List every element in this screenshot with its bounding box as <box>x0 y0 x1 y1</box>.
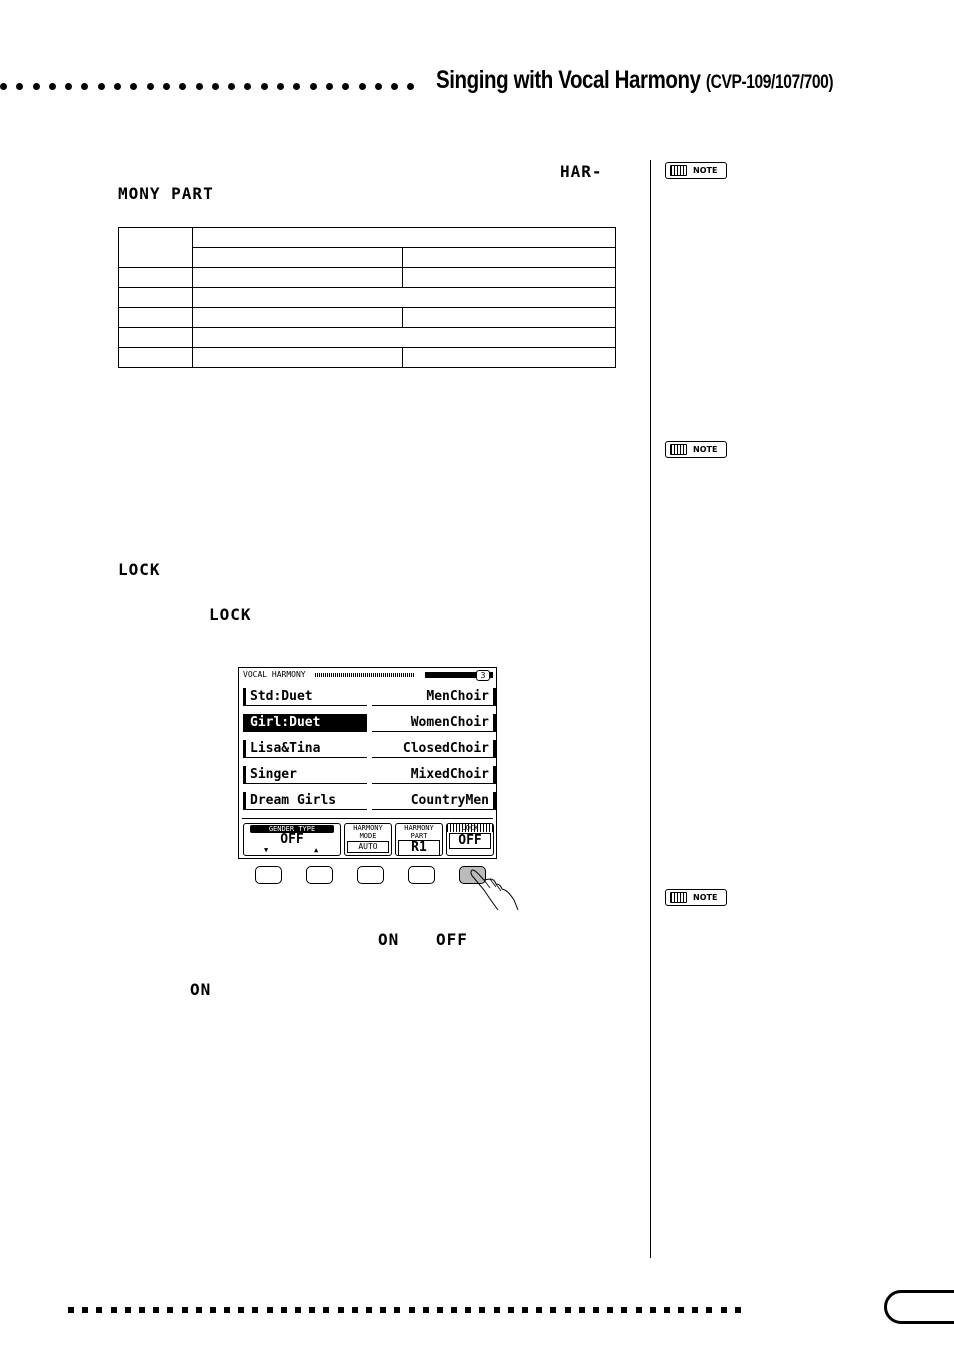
leader-dot <box>607 1307 613 1313</box>
lcd-voice-item[interactable]: MenChoir <box>372 688 496 706</box>
lcd-page-number: 3 <box>476 670 490 681</box>
keyword-lock-2: LOCK <box>209 605 252 624</box>
table-cell <box>193 288 616 308</box>
harmony-part-label-2: PART <box>410 832 428 840</box>
table-row <box>119 308 616 328</box>
leader-dot <box>366 1307 372 1313</box>
arrow-down-icon: ▼ <box>264 846 269 854</box>
table-cell <box>193 328 616 348</box>
panel-button-2[interactable] <box>306 866 333 884</box>
lcd-title-stripe <box>315 673 415 677</box>
leader-dot <box>49 83 56 90</box>
lock-label: LOCK <box>447 824 493 832</box>
leader-dot <box>375 83 382 90</box>
table-cell <box>119 308 193 328</box>
note-badge <box>665 162 727 179</box>
lcd-voice-item[interactable]: Dream Girls <box>243 792 367 810</box>
leader-dot <box>310 83 317 90</box>
gender-type-field <box>243 823 341 856</box>
table-cell <box>403 348 616 368</box>
note-keyboard-icon <box>670 444 687 455</box>
leader-dot <box>244 83 251 90</box>
page-title-model: (CVP-109/107/700) <box>705 72 834 93</box>
leader-dot <box>342 83 349 90</box>
table-cell <box>403 308 616 328</box>
leader-dot <box>147 83 154 90</box>
lcd-voice-item[interactable]: CountryMen <box>372 792 496 810</box>
lock-field <box>446 823 494 856</box>
page-number-tab <box>884 1290 954 1324</box>
lcd-voice-item[interactable]: MixedChoir <box>372 766 496 784</box>
leader-dot <box>267 1307 273 1313</box>
note-label: NOTE <box>693 893 718 902</box>
gender-type-label: GENDER TYPE <box>250 825 334 833</box>
table-cell <box>119 288 193 308</box>
table-cell <box>119 328 193 348</box>
panel-button-3[interactable] <box>357 866 384 884</box>
leader-dot <box>338 1307 344 1313</box>
table-cell <box>119 228 193 268</box>
leader-dot <box>391 83 398 90</box>
table-row <box>119 288 616 308</box>
leader-dot <box>536 1307 542 1313</box>
harmony-part-label: HARMONY <box>404 824 434 832</box>
leader-dot <box>0 83 7 90</box>
keyword-off: OFF <box>436 930 468 949</box>
header-dot-leader <box>0 83 430 93</box>
leader-dot <box>394 1307 400 1313</box>
leader-dot <box>636 1307 642 1313</box>
table-row <box>119 268 616 288</box>
leader-dot <box>295 1307 301 1313</box>
leader-dot <box>98 83 105 90</box>
leader-dot <box>380 1307 386 1313</box>
leader-dot <box>323 1307 329 1313</box>
leader-dot <box>409 1307 415 1313</box>
harmony-part-field <box>395 823 443 856</box>
leader-dot <box>309 1307 315 1313</box>
table-cell <box>193 308 403 328</box>
leader-dot <box>196 83 203 90</box>
leader-dot <box>96 1307 102 1313</box>
leader-dot <box>16 83 23 90</box>
harmony-mode-value: AUTO <box>347 841 389 853</box>
gender-type-value: OFF <box>280 832 304 847</box>
leader-dot <box>277 83 284 90</box>
leader-dot <box>182 1307 188 1313</box>
note-keyboard-icon <box>670 165 687 176</box>
pressing-hand-icon <box>462 866 520 916</box>
leader-dot <box>326 83 333 90</box>
leader-dot <box>252 1307 258 1313</box>
leader-dot <box>224 1307 230 1313</box>
leader-dot <box>522 1307 528 1313</box>
harmony-mode-label-2: MODE <box>359 832 377 840</box>
table-cell <box>193 268 403 288</box>
leader-dot <box>479 1307 485 1313</box>
leader-dot <box>579 1307 585 1313</box>
note-label: NOTE <box>693 445 718 454</box>
harmony-mode-label: HARMONY <box>353 824 383 832</box>
table-row <box>119 328 616 348</box>
lcd-voice-item[interactable]: Lisa&Tina <box>243 740 367 758</box>
leader-dot <box>293 83 300 90</box>
leader-dot <box>114 83 121 90</box>
leader-dot <box>167 1307 173 1313</box>
keyword-lock: LOCK <box>118 560 161 579</box>
keyword-har: HAR- <box>560 162 603 181</box>
leader-dot <box>508 1307 514 1313</box>
leader-dot <box>706 1307 712 1313</box>
harmony-part-table <box>118 227 616 368</box>
leader-dot <box>550 1307 556 1313</box>
panel-button-1[interactable] <box>255 866 282 884</box>
table-cell <box>403 248 616 268</box>
leader-dot <box>359 83 366 90</box>
leader-dot <box>130 83 137 90</box>
keyword-on: ON <box>378 930 400 949</box>
keyword-mony-part: MONY PART <box>118 184 214 203</box>
table-cell <box>403 268 616 288</box>
sidebar-divider <box>650 160 651 1258</box>
lcd-voice-item[interactable]: Std:Duet <box>243 688 367 706</box>
leader-dot <box>451 1307 457 1313</box>
leader-dot <box>664 1307 670 1313</box>
leader-dot <box>179 83 186 90</box>
footer-dot-leader <box>68 1307 749 1313</box>
lcd-title: VOCAL HARMONY <box>243 670 306 679</box>
note-label: NOTE <box>693 166 718 175</box>
leader-dot <box>735 1307 741 1313</box>
leader-dot <box>81 83 88 90</box>
leader-dot <box>621 1307 627 1313</box>
lcd-voice-item[interactable]: WomenChoir <box>372 714 496 732</box>
table-cell <box>193 248 403 268</box>
table-row <box>119 228 616 248</box>
table-cell <box>193 228 616 248</box>
leader-dot <box>692 1307 698 1313</box>
leader-dot <box>352 1307 358 1313</box>
leader-dot <box>82 1307 88 1313</box>
panel-button-4[interactable] <box>408 866 435 884</box>
leader-dot <box>261 83 268 90</box>
keyword-on-2: ON <box>190 980 212 999</box>
leader-dot <box>650 1307 656 1313</box>
lock-value: OFF <box>449 833 491 849</box>
leader-dot <box>678 1307 684 1313</box>
lcd-voice-item-selected[interactable]: Girl:Duet <box>243 714 367 732</box>
table-row <box>119 248 616 268</box>
lcd-voice-item[interactable]: ClosedChoir <box>372 740 496 758</box>
lcd-voice-item[interactable]: Singer <box>243 766 367 784</box>
leader-dot <box>281 1307 287 1313</box>
table-cell <box>119 268 193 288</box>
leader-dot <box>494 1307 500 1313</box>
arrow-up-icon: ▲ <box>314 846 319 854</box>
leader-dot <box>423 1307 429 1313</box>
leader-dot <box>68 1307 74 1313</box>
leader-dot <box>465 1307 471 1313</box>
leader-dot <box>125 1307 131 1313</box>
leader-dot <box>33 83 40 90</box>
note-badge <box>665 889 727 906</box>
page-title-main: Singing with Vocal Harmony <box>436 66 701 94</box>
leader-dot <box>721 1307 727 1313</box>
leader-dot <box>593 1307 599 1313</box>
leader-dot <box>65 83 72 90</box>
leader-dot <box>196 1307 202 1313</box>
leader-dot <box>212 83 219 90</box>
harmony-mode-field <box>344 823 392 856</box>
note-badge <box>665 441 727 458</box>
leader-dot <box>437 1307 443 1313</box>
leader-dot <box>111 1307 117 1313</box>
table-cell <box>193 348 403 368</box>
leader-dot <box>565 1307 571 1313</box>
leader-dot <box>153 1307 159 1313</box>
leader-dot <box>228 83 235 90</box>
leader-dot <box>210 1307 216 1313</box>
lcd-display <box>238 667 497 859</box>
leader-dot <box>407 83 414 90</box>
note-keyboard-icon <box>670 892 687 903</box>
leader-dot <box>238 1307 244 1313</box>
table-cell <box>119 348 193 368</box>
page-title <box>436 66 833 95</box>
table-row <box>119 348 616 368</box>
harmony-part-value: R1 <box>398 840 440 856</box>
leader-dot <box>139 1307 145 1313</box>
lcd-separator <box>242 818 493 819</box>
leader-dot <box>163 83 170 90</box>
